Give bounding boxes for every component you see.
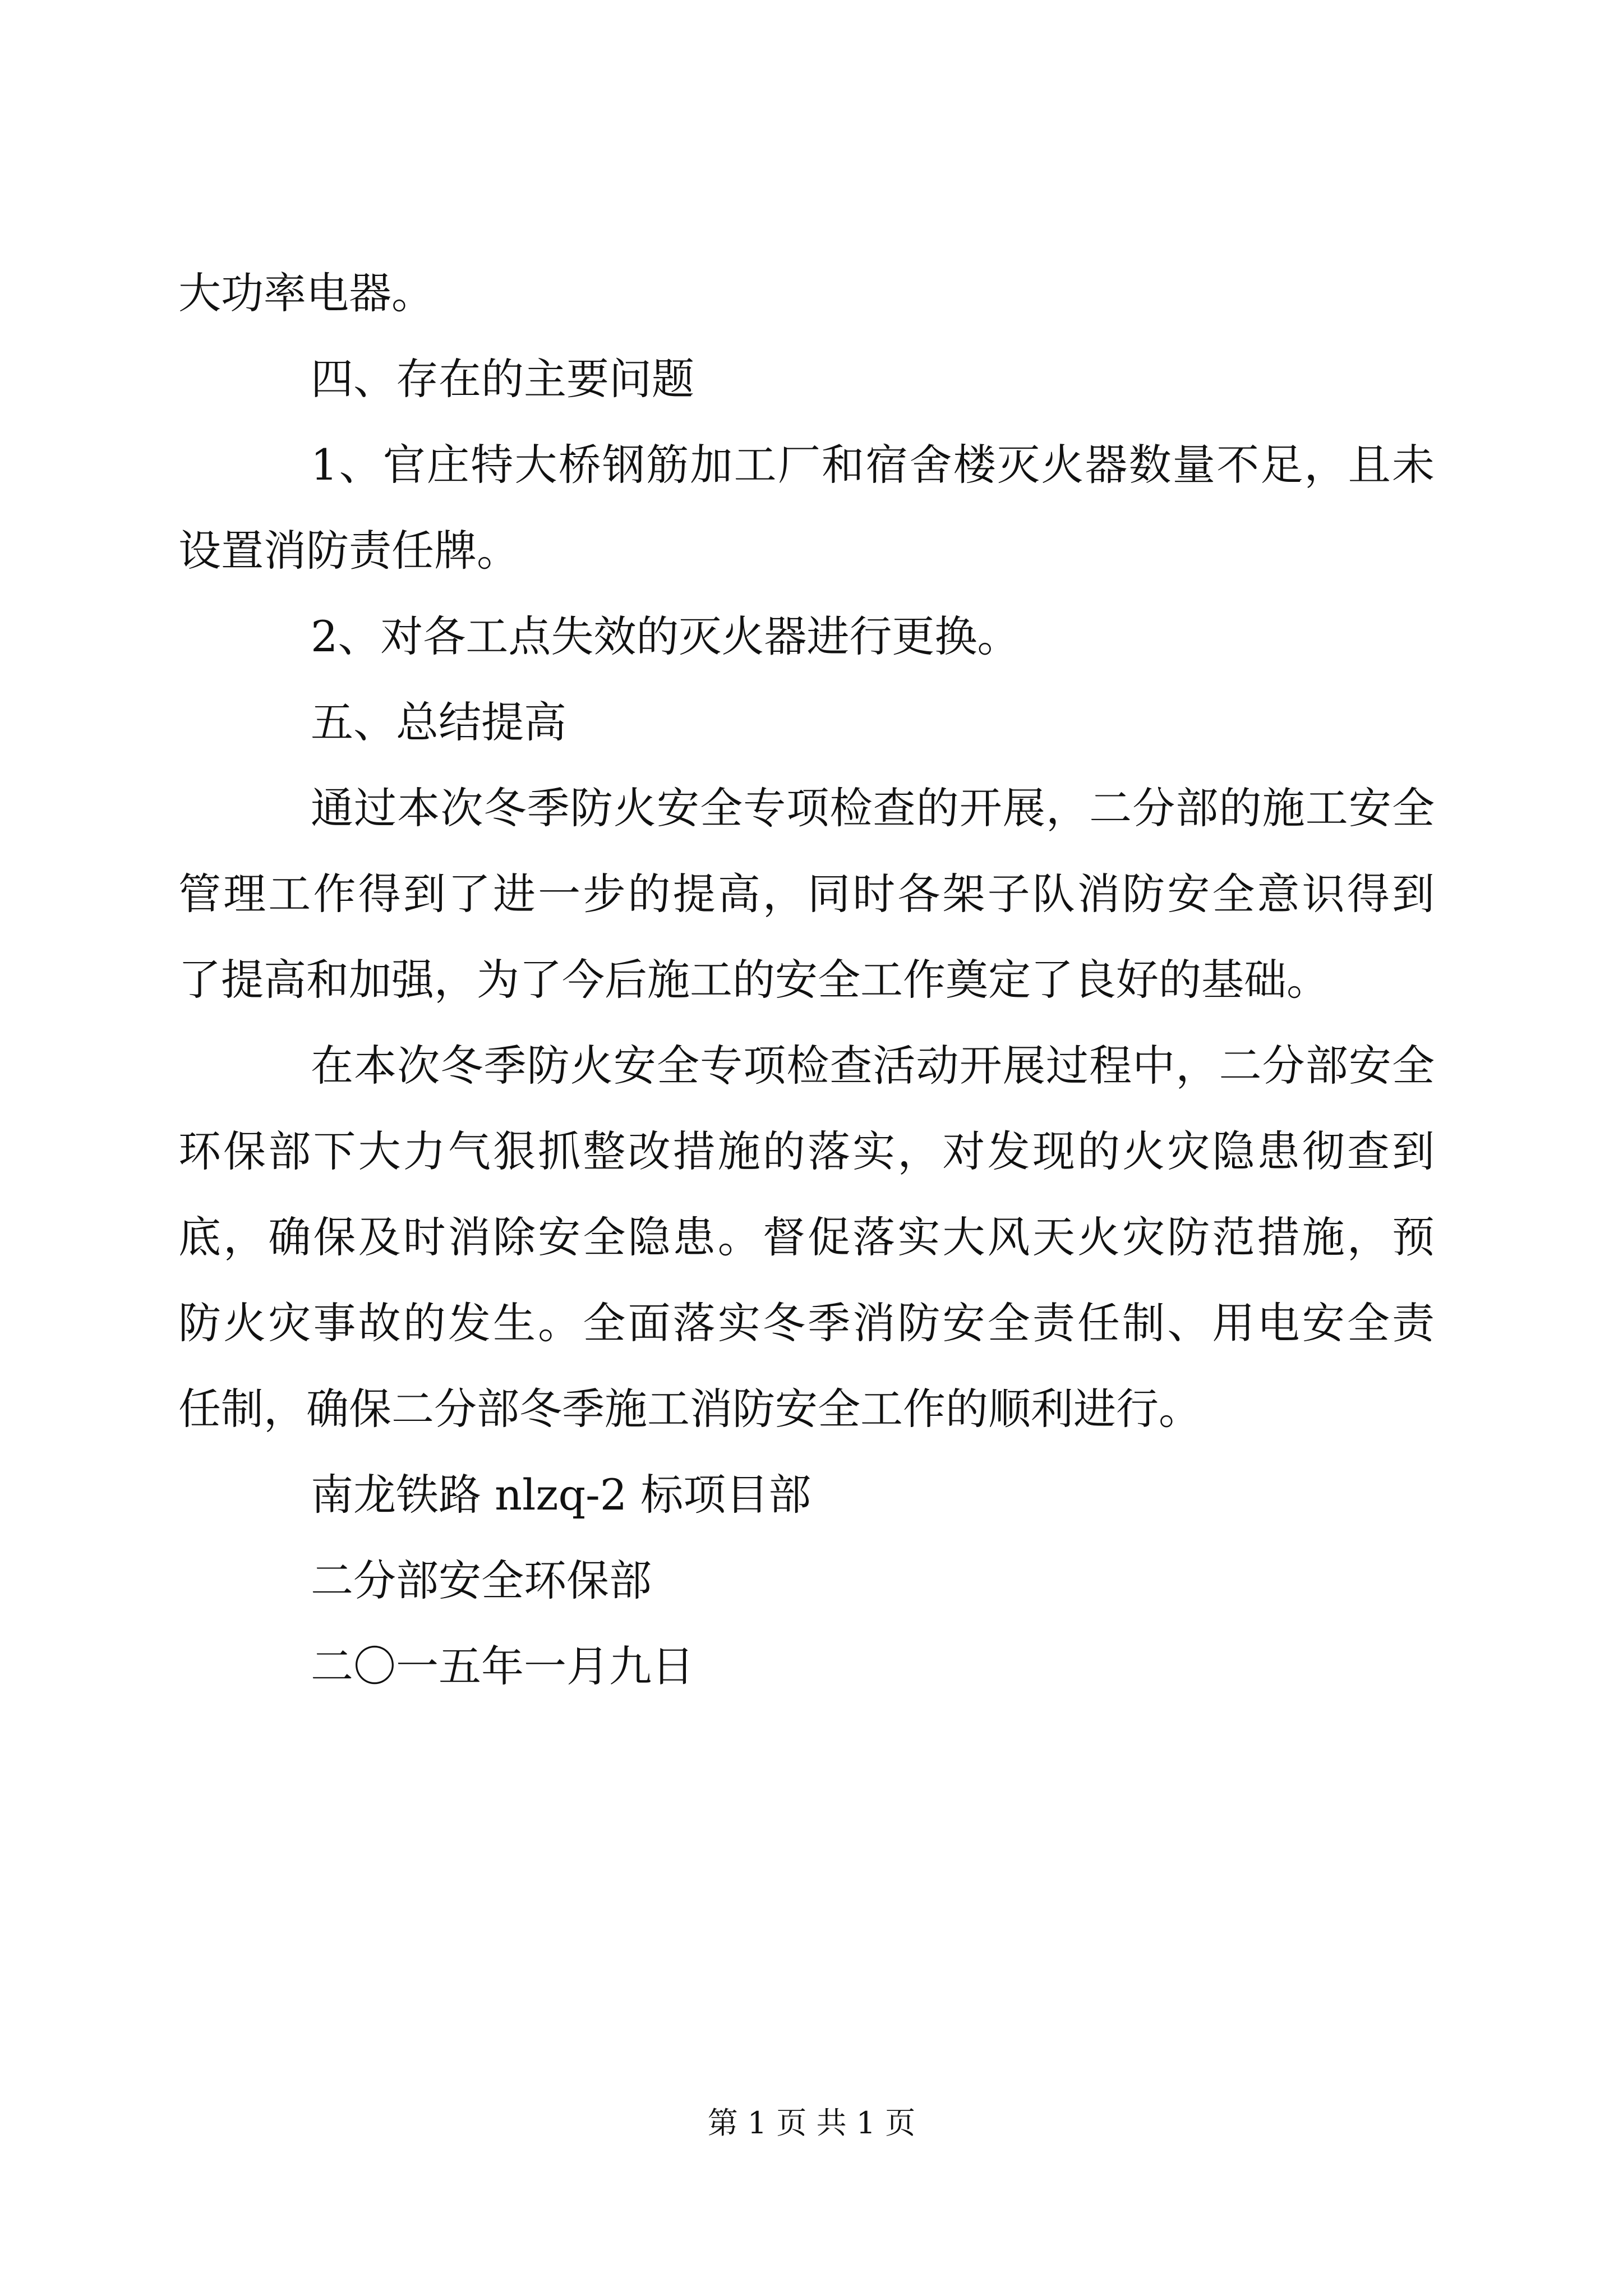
text-line: 了提高和加强，为了今后施工的安全工作奠定了良好的基础。 <box>178 955 1329 1005</box>
page-number-footer: 第 1 页 共 1 页 <box>707 2105 916 2141</box>
text-line: 设置消防责任牌。 <box>178 526 519 576</box>
signature-organization: 南龙铁路 nlzq-2 标项目部 <box>311 1470 811 1520</box>
text-line: 底，确保及时消除安全隐患。督促落实大风天火灾防范措施，预 <box>178 1212 1435 1262</box>
text-line: 1、官庄特大桥钢筋加工厂和宿舍楼灭火器数量不足，且未 <box>311 440 1435 490</box>
document-body <box>178 268 1435 1731</box>
signature-date: 二〇一五年一月九日 <box>311 1641 694 1691</box>
text-line: 通过本次冬季防火安全专项检查的开展，二分部的施工安全 <box>311 783 1435 833</box>
text-line: 管理工作得到了进一步的提高，同时各架子队消防安全意识得到 <box>178 869 1435 919</box>
text-line: 防火灾事故的发生。全面落实冬季消防安全责任制、用电安全责 <box>178 1298 1435 1348</box>
text-line: 大功率电器。 <box>178 268 434 318</box>
section-heading: 五、总结提高 <box>311 697 566 747</box>
text-line: 任制，确保二分部冬季施工消防安全工作的顺利进行。 <box>178 1384 1201 1434</box>
text-line: 2、对各工点失效的灭火器进行更换。 <box>311 611 1020 661</box>
signature-department: 二分部安全环保部 <box>311 1556 652 1605</box>
text-line: 环保部下大力气狠抓整改措施的落实，对发现的火灾隐患彻查到 <box>178 1126 1435 1176</box>
text-line: 在本次冬季防火安全专项检查活动开展过程中，二分部安全 <box>311 1041 1435 1091</box>
section-heading: 四、存在的主要问题 <box>311 354 694 404</box>
